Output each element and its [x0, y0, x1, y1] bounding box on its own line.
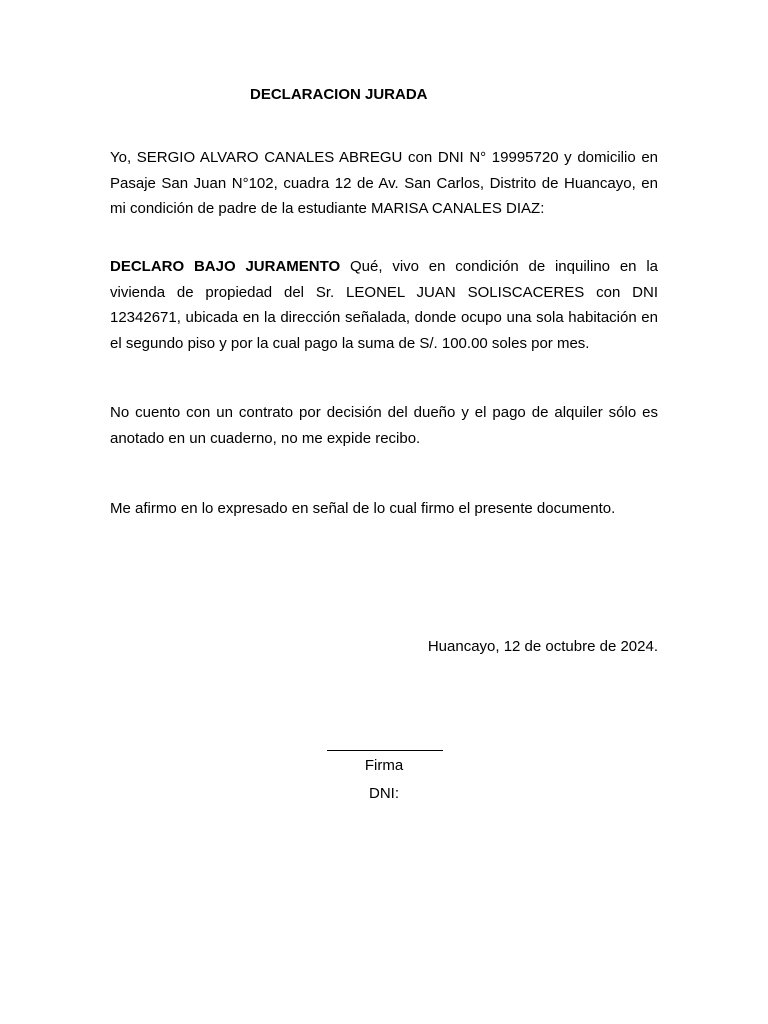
declaration-body: Qué, vivo en condición de inquilino en la vivienda de propiedad del Sr. LEONEL JUAN SOLISCACERES con DNI 12342671, ubicada en la dirección señalada, donde ocupo una sola habitación en el segundo piso y por la cual pago la suma de S/. 100.00 soles por mes. — [110, 258, 658, 352]
signature-line — [327, 750, 443, 751]
document-title: DECLARACION JURADA — [250, 86, 428, 103]
declaration-paragraph — [110, 254, 658, 356]
declarant-paragraph: Yo, SERGIO ALVARO CANALES ABREGU con DNI N° 19995720 y domicilio en Pasaje San Juan N°102, cuadra 12 de Av. San Carlos, Distrito de Huancayo, en mi condición de padre de la estudiante MARISA CANALES DIAZ: — [110, 149, 658, 217]
place-date: Huancayo, 12 de octubre de 2024. — [427, 638, 658, 655]
affirmation-paragraph: Me afirmo en lo expresado en señal de lo cual firmo el presente documento. — [110, 500, 616, 517]
declaration-heading: DECLARO BAJO JURAMENTO — [110, 258, 341, 275]
dni-label: DNI: — [369, 785, 399, 802]
contract-paragraph: No cuento con un contrato por decisión del dueño y el pago de alquiler sólo es anotado en un cuaderno, no me expide recibo. — [110, 404, 658, 447]
signature-label: Firma — [364, 757, 404, 774]
